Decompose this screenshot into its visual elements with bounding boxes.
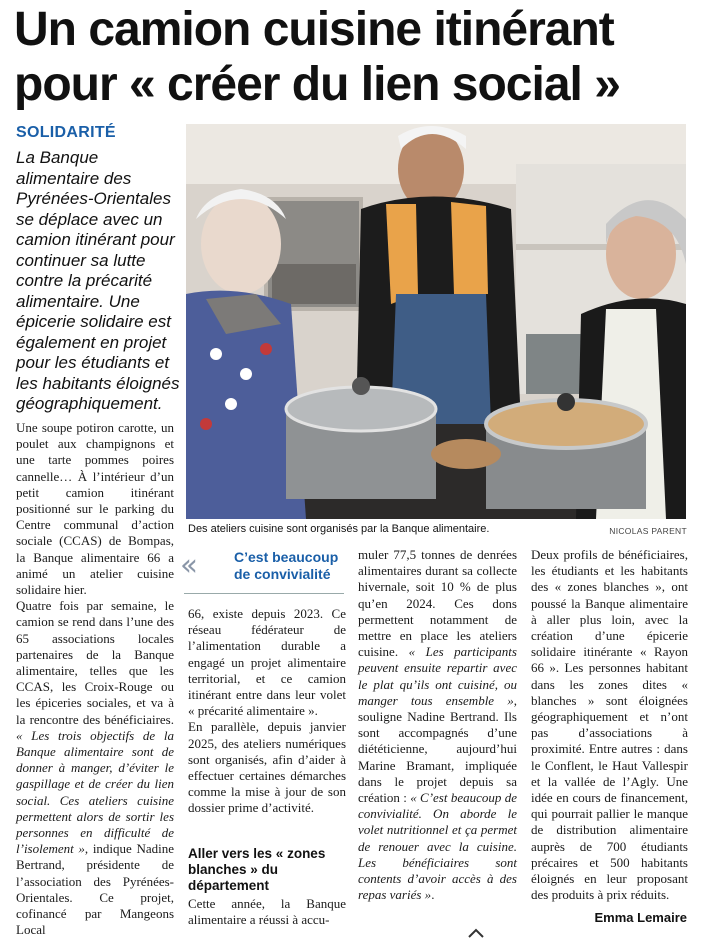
column-1: [16, 420, 174, 939]
column-4: [531, 547, 688, 903]
col3-quote-2: « C’est beaucoup de convivialité. On aborde le volet nutritionnel et ça permet de renouer avec la cuisine. Les bénéficiaires sont contents d’avoir accès à des repas variés »: [358, 790, 517, 903]
column-2-continued: [188, 896, 346, 928]
subheading: Aller vers les « zones blanches » du département: [188, 846, 326, 893]
col1-paragraph-1: Une soupe potiron carotte, un poulet aux champignons et une tarte pommes poires cannelle… À l’intérieur d’un petit camion itinérant positionné sur le parking du Centre communal d’action sociale (CCAS) de Bompas, la Banque alimentaire 66 a animé un atelier cuisine solidaire hier.: [16, 420, 174, 598]
col2-paragraph-3: Cette année, la Banque alimentaire a réussi à accu-: [188, 896, 346, 928]
pull-quote: [178, 547, 348, 599]
section-rubric: SOLIDARITÉ: [16, 124, 116, 141]
col3-paragraph: [358, 547, 517, 903]
lede-intro: La Banque alimentaire des Pyrénées-Orientales se déplace avec un camion itinérant pour continuer sa lutte contre la précarité alimentaire. Une épicerie solidaire est également en projet pour les étudiants et les habitants éloignés géographiquement.: [16, 148, 180, 413]
col2-paragraph-1: 66, existe depuis 2023. Ce réseau fédérateur de l’alimentation durable a engagé un projet alimentaire territorial, et ce camion itinérant entre dans leur volet « précarité alimentaire ».: [188, 606, 346, 719]
chevron-up-icon[interactable]: [466, 926, 486, 940]
col1-text: Quatre fois par semaine, le camion se rend dans l’une des 65 associations locales partenaires de la Banque alimentaire, telles que les CCAS, les Croix-Rouge ou les épiceries sociales, et va à la rencontre des bénéficiaires.: [16, 598, 174, 727]
col1-text-end: , indique Nadine Bertrand, présidente de l’association des Pyrénées-Orientales. Ce projet, cofinancé par Mangeons Local: [16, 841, 174, 938]
photo-credit: NICOLAS PARENT: [609, 526, 687, 536]
divider: [184, 593, 344, 594]
col3-text-c: .: [431, 887, 435, 903]
double-chevron-left-icon: ‹‹: [180, 548, 192, 583]
col2-paragraph-2: En parallèle, depuis janvier 2025, des ateliers numériques sont organisés, afin d’aider à effectuer certaines démarches comme la mise à jour de son dossier prime d’activité.: [188, 719, 346, 816]
col1-quote: « Les trois objectifs de la Banque alimentaire sont de donner à manger, d’éviter le gaspillage et de créer du lien social. Ces ateliers cuisine permettent alors de sortir les personnes en difficulté de l’isolement »: [16, 727, 174, 857]
col3-quote-1: « Les participants peuvent ensuite repartir avec le plat qu’ils ont cuisiné, ou manger tous ensemble »: [358, 644, 517, 708]
col3-text-a: muler 77,5 tonnes de denrées alimentaires durant sa collecte hivernale, soit 10 % de plus qu’en 2024. Ces dons permettent notamment de mettre en place les ateliers cuisine.: [358, 547, 517, 660]
headline: Un camion cuisine itinérant pour « créer du lien social »: [14, 3, 620, 111]
column-2: [188, 606, 346, 817]
article-photo: [186, 124, 686, 519]
col3-text-b: , souligne Nadine Bertrand. Ils sont accompagnés d’une diététicienne, aujourd’hui Marine Bramant, impliquée dans le projet depuis sa création :: [358, 692, 517, 806]
col4-paragraph: Deux profils de bénéficiaires, les étudiants et les habitants des « zones blanches », ont poussé la Banque alimentaire à aller plus loin, avec la création d’une épicerie solidaire itinérante « Rayon 66 ». Les personnes habitant dans les zones dites « blanches » sont éloignées géographiquement et n’ont pas d’associations à proximité. Entre autres : dans le Conflent, le Haut Vallespir et la vallée de l’Agly. Une idée en cours de financement, qui pourrait pallier le manque de distribution alimentaire auprès de 700 étudiants précaires et 500 habitants éloignés en leur proposant des produits à prix réduits.: [531, 547, 688, 903]
photo-caption: Des ateliers cuisine sont organisés par la Banque alimentaire.: [188, 523, 490, 535]
col1-paragraph-2: [16, 598, 174, 938]
pull-quote-text: C’est beaucoup de convivialité: [234, 549, 339, 582]
author-signature: Emma Lemaire: [594, 910, 687, 925]
column-3: [358, 547, 517, 903]
kitchen-scene-illustration: [186, 124, 686, 519]
